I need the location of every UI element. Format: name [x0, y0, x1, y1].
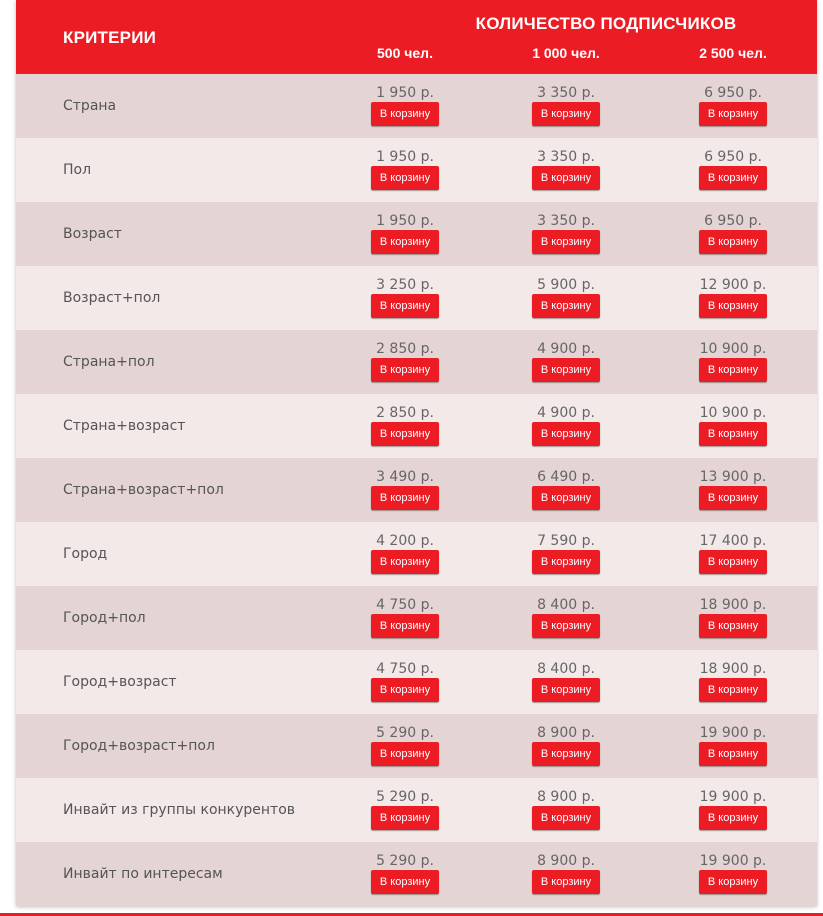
price-value: 8 900 р. — [537, 853, 595, 869]
price-value: 3 350 р. — [537, 85, 595, 101]
add-to-cart-button[interactable]: В корзину — [699, 678, 767, 702]
add-to-cart-button[interactable]: В корзину — [699, 614, 767, 638]
add-to-cart-button[interactable]: В корзину — [699, 486, 767, 510]
price-value: 4 750 р. — [376, 597, 434, 613]
price-value: 3 350 р. — [537, 213, 595, 229]
price-cell — [658, 597, 808, 638]
price-cell — [491, 597, 641, 638]
column-header-500: 500 чел. — [377, 45, 433, 61]
price-value: 13 900 р. — [699, 469, 767, 485]
price-value: 8 400 р. — [537, 661, 595, 677]
price-cell — [330, 853, 480, 894]
price-cell — [330, 469, 480, 510]
criterion-label: Страна+возраст — [63, 418, 186, 434]
table-body — [16, 74, 817, 906]
price-cell — [658, 85, 808, 126]
price-value: 4 750 р. — [376, 661, 434, 677]
price-cell — [330, 341, 480, 382]
price-cell — [330, 149, 480, 190]
add-to-cart-button[interactable]: В корзину — [699, 102, 767, 126]
price-value: 4 900 р. — [537, 341, 595, 357]
price-cell — [491, 341, 641, 382]
price-value: 19 900 р. — [699, 789, 767, 805]
table-row — [16, 458, 817, 522]
table-row — [16, 842, 817, 906]
price-value: 6 950 р. — [704, 149, 762, 165]
price-value: 18 900 р. — [699, 597, 767, 613]
add-to-cart-button[interactable]: В корзину — [699, 166, 767, 190]
price-value: 1 950 р. — [376, 85, 434, 101]
add-to-cart-button[interactable]: В корзину — [532, 422, 600, 446]
column-header-1000: 1 000 чел. — [532, 45, 600, 61]
price-cell — [330, 213, 480, 254]
price-value: 6 950 р. — [704, 213, 762, 229]
price-value: 5 290 р. — [376, 789, 434, 805]
price-value: 4 900 р. — [537, 405, 595, 421]
price-value: 6 950 р. — [704, 85, 762, 101]
add-to-cart-button[interactable]: В корзину — [532, 806, 600, 830]
price-cell — [330, 597, 480, 638]
price-value: 7 590 р. — [537, 533, 595, 549]
add-to-cart-button[interactable]: В корзину — [532, 742, 600, 766]
add-to-cart-button[interactable]: В корзину — [371, 422, 439, 446]
criterion-label: Страна — [63, 98, 117, 114]
add-to-cart-button[interactable]: В корзину — [371, 614, 439, 638]
add-to-cart-button[interactable]: В корзину — [532, 102, 600, 126]
add-to-cart-button[interactable]: В корзину — [532, 678, 600, 702]
table-row — [16, 522, 817, 586]
price-cell — [491, 405, 641, 446]
criterion-label: Город+пол — [63, 610, 146, 626]
price-value: 10 900 р. — [699, 341, 767, 357]
add-to-cart-button[interactable]: В корзину — [532, 550, 600, 574]
price-value: 17 400 р. — [699, 533, 767, 549]
price-value: 19 900 р. — [699, 725, 767, 741]
add-to-cart-button[interactable]: В корзину — [699, 230, 767, 254]
add-to-cart-button[interactable]: В корзину — [371, 166, 439, 190]
add-to-cart-button[interactable]: В корзину — [532, 358, 600, 382]
price-value: 1 950 р. — [376, 149, 434, 165]
price-cell — [658, 469, 808, 510]
price-cell — [658, 405, 808, 446]
price-value: 12 900 р. — [699, 277, 767, 293]
add-to-cart-button[interactable]: В корзину — [371, 230, 439, 254]
add-to-cart-button[interactable]: В корзину — [371, 486, 439, 510]
table-row — [16, 202, 817, 266]
add-to-cart-button[interactable]: В корзину — [532, 870, 600, 894]
price-cell — [491, 213, 641, 254]
add-to-cart-button[interactable]: В корзину — [532, 230, 600, 254]
table-row — [16, 330, 817, 394]
add-to-cart-button[interactable]: В корзину — [699, 806, 767, 830]
price-cell — [491, 277, 641, 318]
add-to-cart-button[interactable]: В корзину — [532, 486, 600, 510]
add-to-cart-button[interactable]: В корзину — [532, 294, 600, 318]
add-to-cart-button[interactable]: В корзину — [699, 870, 767, 894]
price-cell — [491, 725, 641, 766]
price-cell — [658, 853, 808, 894]
table-row — [16, 778, 817, 842]
table-header — [16, 0, 817, 74]
price-cell — [491, 661, 641, 702]
price-value: 5 290 р. — [376, 725, 434, 741]
add-to-cart-button[interactable]: В корзину — [699, 550, 767, 574]
table-row — [16, 650, 817, 714]
price-cell — [658, 725, 808, 766]
criterion-label: Возраст — [63, 226, 122, 242]
price-cell — [658, 661, 808, 702]
price-cell — [330, 661, 480, 702]
add-to-cart-button[interactable]: В корзину — [371, 870, 439, 894]
price-cell — [491, 85, 641, 126]
price-value: 2 850 р. — [376, 405, 434, 421]
column-header-2500: 2 500 чел. — [699, 45, 767, 61]
price-cell — [658, 149, 808, 190]
add-to-cart-button[interactable]: В корзину — [371, 742, 439, 766]
price-cell — [658, 213, 808, 254]
table-row — [16, 586, 817, 650]
add-to-cart-button[interactable]: В корзину — [371, 294, 439, 318]
add-to-cart-button[interactable]: В корзину — [699, 294, 767, 318]
price-cell — [330, 85, 480, 126]
table-row — [16, 394, 817, 458]
table-row — [16, 74, 817, 138]
price-value: 8 900 р. — [537, 725, 595, 741]
price-value: 2 850 р. — [376, 341, 434, 357]
table-row — [16, 266, 817, 330]
criterion-label: Город+возраст+пол — [63, 738, 215, 754]
price-cell — [658, 341, 808, 382]
price-cell — [658, 277, 808, 318]
add-to-cart-button[interactable]: В корзину — [371, 102, 439, 126]
price-value: 19 900 р. — [699, 853, 767, 869]
add-to-cart-button[interactable]: В корзину — [699, 742, 767, 766]
add-to-cart-button[interactable]: В корзину — [371, 806, 439, 830]
criterion-label: Страна+пол — [63, 354, 155, 370]
price-value: 6 490 р. — [537, 469, 595, 485]
criterion-label: Страна+возраст+пол — [63, 482, 224, 498]
price-cell — [330, 533, 480, 574]
price-value: 4 200 р. — [376, 533, 434, 549]
price-cell — [330, 277, 480, 318]
add-to-cart-button[interactable]: В корзину — [532, 166, 600, 190]
price-value: 18 900 р. — [699, 661, 767, 677]
price-cell — [658, 533, 808, 574]
quantity-title: КОЛИЧЕСТВО ПОДПИСЧИКОВ — [475, 14, 737, 33]
price-cell — [330, 789, 480, 830]
add-to-cart-button[interactable]: В корзину — [699, 358, 767, 382]
price-value: 5 900 р. — [537, 277, 595, 293]
criterion-label: Город+возраст — [63, 674, 177, 690]
criterion-label: Город — [63, 546, 108, 562]
add-to-cart-button[interactable]: В корзину — [371, 678, 439, 702]
table-row — [16, 138, 817, 202]
price-cell — [658, 789, 808, 830]
price-cell — [330, 405, 480, 446]
price-cell — [491, 149, 641, 190]
price-value: 3 350 р. — [537, 149, 595, 165]
price-value: 1 950 р. — [376, 213, 434, 229]
criteria-title: КРИТЕРИИ — [63, 28, 157, 47]
price-cell — [330, 725, 480, 766]
add-to-cart-button[interactable]: В корзину — [371, 358, 439, 382]
criterion-label: Возраст+пол — [63, 290, 161, 306]
price-value: 3 490 р. — [376, 469, 434, 485]
pricing-table — [16, 0, 817, 906]
price-value: 8 400 р. — [537, 597, 595, 613]
table-row — [16, 714, 817, 778]
price-cell — [491, 469, 641, 510]
price-cell — [491, 789, 641, 830]
criterion-label: Инвайт по интересам — [63, 866, 223, 882]
price-cell — [491, 533, 641, 574]
criterion-label: Пол — [63, 162, 92, 178]
price-value: 8 900 р. — [537, 789, 595, 805]
add-to-cart-button[interactable]: В корзину — [371, 550, 439, 574]
price-cell — [491, 853, 641, 894]
criterion-label: Инвайт из группы конкурентов — [63, 802, 296, 818]
price-value: 5 290 р. — [376, 853, 434, 869]
price-value: 10 900 р. — [699, 405, 767, 421]
add-to-cart-button[interactable]: В корзину — [532, 614, 600, 638]
price-value: 3 250 р. — [376, 277, 434, 293]
add-to-cart-button[interactable]: В корзину — [699, 422, 767, 446]
